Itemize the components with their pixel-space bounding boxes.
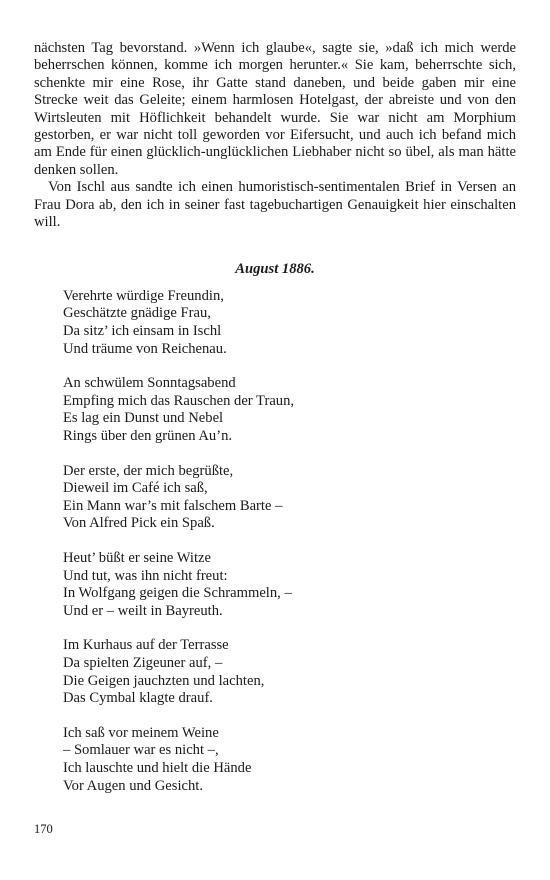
poem-line: Und er – weilt in Bayreuth. [63,602,223,619]
poem-stanza [63,550,516,620]
poem-line: Die Geigen jauchzten und lachten, [63,672,265,689]
poem-stanza [63,725,516,795]
poem-line: Das Cymbal klagte drauf. [63,690,213,707]
poem-line: Es lag ein Dunst und Nebel [63,410,224,427]
poem-line: Der erste, der mich begrüßte, [63,462,234,479]
prose-block [34,40,516,231]
poem-line: An schwülem Sonntagsabend [63,375,236,392]
poem-line: Verehrte würdige Freundin, [63,287,224,304]
poem-title: August 1886. [235,261,315,278]
poem-line: Und träume von Reichenau. [63,340,227,357]
poem-line: In Wolfgang geigen die Schrammeln, – [63,585,292,602]
poem-line: Da sitz’ ich einsam in Ischl [63,323,222,340]
poem-line: Dieweil im Café ich saß, [63,480,208,497]
poem-line: Und tut, was ihn nicht freut: [63,567,228,584]
page-number: 170 [34,822,53,836]
poem-stanza [63,463,516,533]
poem-line: Geschätzte gnädige Frau, [63,305,211,322]
poem-line: Vor Augen und Gesicht. [63,777,203,794]
poem-line: Im Kurhaus auf der Terrasse [63,637,229,654]
prose-paragraph: nächsten Tag bevorstand. »Wenn ich glaube«, sagte sie, »daß ich mich werde beherrschen können, komme ich morgen herunter.« Sie kam, beherrschte sich, schenkte mir eine Rose, ihr Gatte stand daneben, und beide gaben mir eine Strecke weit das Geleite; einem harmlosen Hotelgast, der abreiste und von den Wirtsleuten mit Höflichkeit behandelt wurde. Sie war nicht am Morphium gestorben, er war nicht toll geworden vor Eifersucht, und auch ich befand mich am Ende für einen glücklich-unglücklichen Liebhaber nicht so übel, als man hätte denken sollen. [34,40,516,178]
poem-line: Rings über den grünen Au’n. [63,428,233,445]
poem [34,288,516,795]
poem-line: – Somlauer war es nicht –, [63,742,219,759]
poem-stanza [63,637,516,707]
poem-line: Ich saß vor meinem Weine [63,724,219,741]
poem-line: Empfing mich das Rauschen der Traun, [63,392,295,409]
book-page [34,40,516,812]
prose-paragraph: Von Ischl aus sandte ich einen humoristisch-sentimentalen Brief in Versen an Frau Dora ab, den ich in seiner fast tagebuchartigen Genauigkeit hier einschalten will. [34,179,516,231]
poem-line: Da spielten Zigeuner auf, – [63,654,223,671]
poem-line: Heut’ büßt er seine Witze [63,550,211,566]
poem-line: Ein Mann war’s mit falschem Barte – [63,497,283,514]
poem-line: Von Alfred Pick ein Spaß. [63,515,215,532]
poem-line: Ich lauschte und hielt die Hände [63,759,252,776]
poem-stanza [63,375,516,445]
poem-stanza [63,288,516,358]
